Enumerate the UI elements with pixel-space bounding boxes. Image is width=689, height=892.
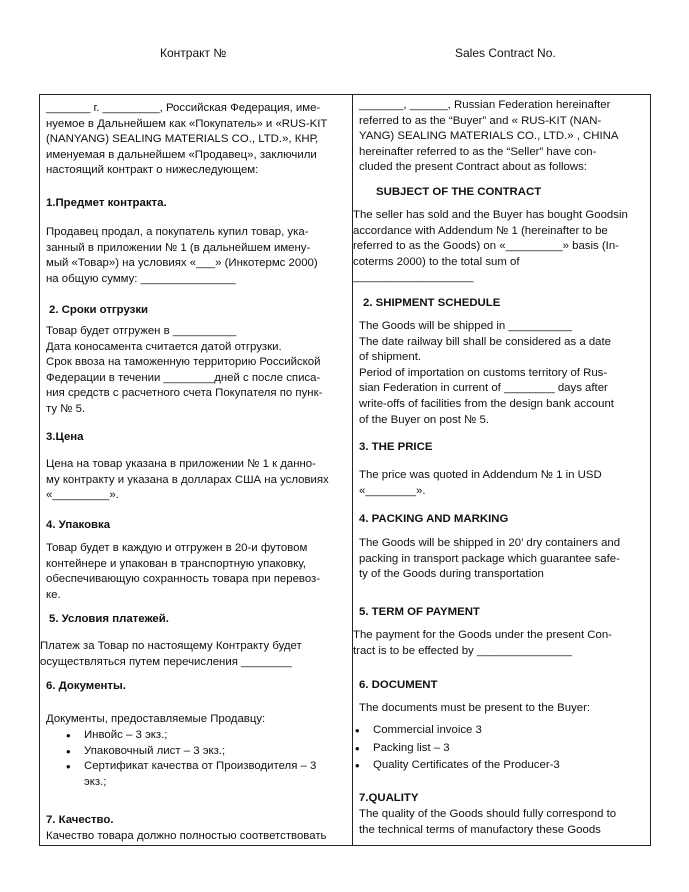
en-section-1-body: The seller has sold and the Buyer has bought Goodsin accordance with Addendum № 1 (hereinafter to be referred to as the Goods) on «_________» basis (In- coterms 2000) to the total sum of ___________________ — [353, 209, 628, 284]
en-section-6-intro: The documents must be present to the Buyer: — [359, 702, 591, 714]
ru-section-7-body: Качество товара должно полностью соответствовать — [46, 830, 327, 842]
en-section-1-title: SUBJECT OF THE CONTRACT — [376, 186, 542, 198]
ru-section-3-title: 3.Цена — [46, 431, 84, 443]
en-section-3-body: The price was quoted in Addendum № 1 in USD «________». — [359, 469, 602, 497]
ru-section-1-body: Продавец продал, а покупатель купил товар, ука- занный в приложении № 1 (в дальнейшем имену- мый «Товар») на условиях «___» (Инкотермс 2000) на общую сумму: _______________ — [46, 226, 318, 285]
en-section-6-title: 6. DOCUMENT — [359, 679, 438, 691]
en-section-2-body: The Goods will be shipped in __________ The date railway bill shall be considered as a date of shipment. Period of importation on customs territory of Rus- sian Federation in current of ________ days after write-offs of facilities from the design bank account of the Buyer on post № 5. — [359, 320, 614, 426]
ru-section-7-title: 7. Качество. — [46, 814, 114, 826]
ru-section-1-title: 1.Предмет контракта. — [46, 197, 167, 209]
en-section-5-title: 5. TERM OF PAYMENT — [359, 606, 480, 618]
list-item: • Сертификат качества от Производителя – 3 — [54, 759, 316, 775]
list-item: • Инвойс – 3 экз.; — [54, 728, 316, 744]
ru-documents-list — [54, 728, 316, 790]
russian-column — [40, 95, 352, 845]
contract-table — [39, 94, 651, 846]
english-column — [353, 95, 651, 845]
en-documents-list — [343, 722, 560, 775]
en-section-2-title: 2. SHIPMENT SCHEDULE — [363, 297, 501, 309]
ru-section-3-body: Цена на товар указана в приложении № 1 к данно- му контракту и указана в долларах США на условиях «_________». — [46, 458, 329, 502]
ru-section-2-title: 2. Сроки отгрузки — [49, 304, 149, 316]
en-intro: _______, ______, Russian Federation hereinafter referred to as the “Buyer” and « RUS-KIT (NAN- YANG) SEALING MATERIALS CO., LTD.» , CHINA hereinafter referred to as the “Seller” have con- cluded the present Contract about as follows: — [359, 99, 619, 174]
ru-section-5-body: Платеж за Товар по настоящему Контракту будет осуществляться путем перечисления ________ — [40, 640, 302, 668]
list-item: • Упаковочный лист – 3 экз.; — [54, 744, 316, 760]
list-item: • Commercial invoice 3 — [343, 722, 560, 740]
en-section-7-title: 7.QUALITY — [359, 792, 419, 804]
en-section-4-title: 4. PACKING AND MARKING — [359, 513, 509, 525]
list-item: • Packing list – 3 — [343, 740, 560, 758]
ru-intro: _______ г. _________, Российская Федерация, име- нуемое в Дальнейшем как «Покупатель» и «RUS-KIT (NANYANG) SEALING MATERIALS CO., LTD.», КНР, именуемая в дальнейшем «Продавец», заключили настоящий контракт о нижеследующем: — [46, 102, 328, 177]
ru-section-4-body: Товар будет в каждую и отгружен в 20-и футовом контейнере и упакован в транспортную упаковку, обеспечивающую сохранность товара при перевоз- ке. — [46, 542, 321, 601]
contract-title-ru: Контракт № — [160, 46, 227, 60]
ru-section-5-title: 5. Условия платежей. — [49, 613, 169, 625]
ru-section-6-intro: Документы, предоставляемые Продавцу: — [46, 713, 266, 725]
ru-section-4-title: 4. Упаковка — [46, 519, 111, 531]
en-section-5-body: The payment for the Goods under the present Con- tract is to be effected by _______________ — [353, 629, 612, 657]
en-section-3-title: 3. THE PRICE — [359, 441, 433, 453]
contract-title-en: Sales Contract No. — [455, 46, 556, 60]
list-item: • Quality Certificates of the Producer-3 — [343, 757, 560, 775]
ru-section-2-body: Товар будет отгружен в __________ Дата коносамента считается датой отгрузки. Срок ввоза на таможенную территорию Российской Федерации в течении ________дней с после списа- ния средств с расчетного счета Покупателя по пунк- ту № 5. — [46, 325, 323, 415]
list-item-continuation: экз.; — [84, 775, 107, 788]
en-section-4-body: The Goods will be shipped in 20’ dry containers and packing in transport package which guarantee safe- ty of the Goods during transportation — [359, 537, 621, 581]
en-section-7-body: The quality of the Goods should fully correspond to the technical terms of manufactory these Goods — [359, 808, 617, 836]
ru-section-6-title: 6. Документы. — [46, 680, 126, 692]
